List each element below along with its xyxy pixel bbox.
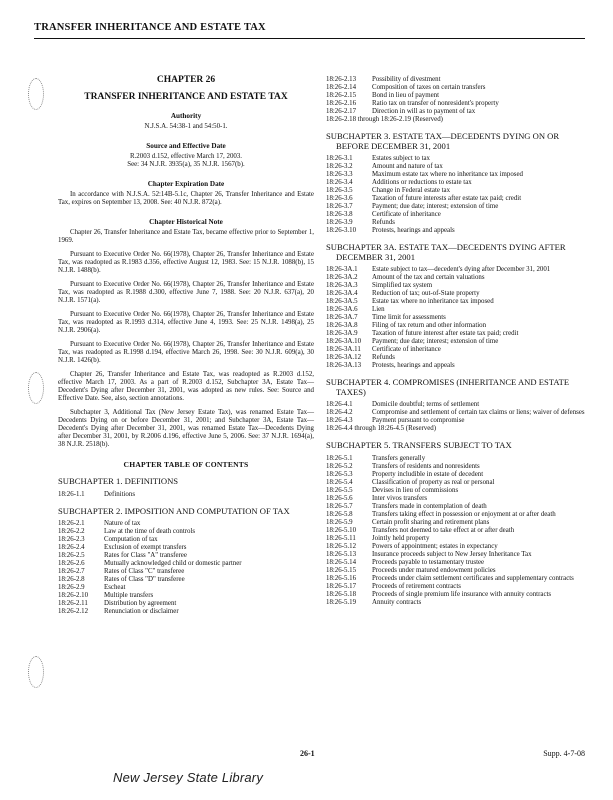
toc-section-number: 18:26-3A.2: [326, 274, 358, 281]
toc-entry: [326, 599, 588, 607]
toc-section-number: 18:26-5.19: [326, 598, 357, 606]
toc-section-title: Proceeds under matured endowment policies: [372, 566, 496, 574]
toc-section-title: Protests, hearings and appeals: [372, 362, 455, 369]
toc-section-number: 18:26-3.5: [326, 187, 353, 194]
toc-section-number: 18:26-5.10: [326, 526, 357, 534]
toc-section-number: 18:26-3.3: [326, 171, 353, 178]
toc-section-title: Certain profit sharing and retirement plans: [372, 518, 490, 526]
subchapter-2-reserved: 18:26-2.18 through 18:26-2.19 (Reserved): [326, 116, 443, 123]
toc-entry: [326, 503, 588, 511]
subchapter-3-list: [326, 155, 588, 235]
toc-section-number: 18:26-2.10: [58, 592, 89, 599]
toc-section-number: 18:26-3A.8: [326, 322, 358, 329]
toc-section-title: Estates subject to tax: [372, 155, 430, 162]
toc-section-number: 18:26-5.18: [326, 590, 357, 598]
toc-section-number: 18:26-2.7: [58, 568, 85, 575]
toc-section-title: Payment pursuant to compromise: [372, 417, 465, 424]
toc-section-title: Law at the time of death controls: [104, 528, 196, 535]
toc-entry: [326, 92, 588, 100]
toc-entry: [58, 544, 314, 552]
toc-entry: [326, 274, 588, 282]
toc-entry: [326, 227, 588, 235]
toc-entry: [326, 487, 588, 495]
toc-section-title: Amount of the tax and certain valuations: [372, 274, 485, 281]
header-rule: [34, 38, 585, 39]
toc-entry: [326, 171, 588, 179]
toc-entry: [326, 282, 588, 290]
toc-section-number: 18:26-2.1: [58, 520, 85, 527]
toc-entry: [326, 338, 588, 346]
toc-section-number: 18:26-3.8: [326, 211, 353, 218]
toc-entry: [326, 306, 588, 314]
toc-entry: [326, 401, 588, 409]
toc-section-title: Mutually acknowledged child or domestic partner: [104, 560, 242, 567]
toc-entry: [326, 108, 588, 116]
toc-section-number: 18:26-5.15: [326, 566, 357, 574]
toc-entry: [326, 266, 588, 274]
history-heading: Chapter Historical Note: [149, 218, 223, 226]
toc-entry: [326, 203, 588, 211]
toc-section-title: Jointly held property: [372, 534, 430, 542]
toc-section-number: 18:26-2.17: [326, 108, 357, 115]
toc-section-title: Transfers generally: [372, 454, 426, 462]
subchapter-5-list: [326, 455, 588, 607]
toc-section-number: 18:26-3A.5: [326, 298, 358, 305]
subchapter-4-reserved: 18:26-4.4 through 18:26-4.5 (Reserved): [326, 425, 437, 432]
toc-section-title: Proceeds of retirement contracts: [372, 582, 461, 590]
toc-section-title: Proceeds payable to testamentary trustee: [372, 558, 485, 566]
toc-section-title: Transfers of residents and nonresidents: [372, 462, 480, 470]
subchapter-4-list: [326, 401, 588, 425]
toc-entry: [326, 187, 588, 195]
binder-hole-middle: [28, 372, 44, 404]
source-heading: Source and Effective Date: [146, 142, 226, 150]
toc-section-number: 18:26-3.4: [326, 179, 353, 186]
toc-section-title: Possibility of divestment: [372, 76, 441, 83]
toc-section-number: 18:26-3.1: [326, 155, 353, 162]
toc-section-number: 18:26-5.3: [326, 470, 353, 478]
toc-section-number: 18:26-3.2: [326, 163, 353, 170]
toc-section-title: Amount and nature of tax: [372, 163, 443, 170]
toc-entry: [326, 519, 588, 527]
page-number: 26-1: [300, 749, 315, 758]
toc-entry: [326, 479, 588, 487]
toc-section-title: Proceeds under claim settlement certificates and supplementary contracts: [372, 574, 574, 582]
toc-section-title: Transfers taking effect in possession or enjoyment at or after death: [372, 510, 556, 518]
toc-entry: [58, 520, 314, 528]
toc-entry: [326, 551, 588, 559]
toc-section-number: 18:26-2.9: [58, 584, 85, 591]
toc-section-title: Rates for Class "A" transferee: [104, 552, 187, 559]
toc-section-title: Property includible in estate of decedent: [372, 470, 484, 478]
toc-section-number: 18:26-5.12: [326, 542, 357, 550]
toc-section-title: Direction in will as to payment of tax: [372, 108, 476, 115]
toc-section-number: 18:26-2.16: [326, 100, 357, 107]
toc-section-title: Insurance proceeds subject to New Jersey Inheritance Tax: [372, 550, 532, 558]
toc-section-title: Rates of Class "D" transferee: [104, 576, 185, 583]
toc-section-number: 18:26-2.11: [58, 600, 88, 607]
toc-section-number: 18:26-5.7: [326, 502, 353, 510]
toc-entry: [326, 346, 588, 354]
subchapter-3-title: SUBCHAPTER 3. ESTATE TAX—DECEDENTS DYING ON OR BEFORE DECEMBER 31, 2001: [326, 131, 560, 151]
toc-entry: [58, 584, 314, 592]
toc-entry: [58, 528, 314, 536]
toc-section-number: 18:26-5.1: [326, 454, 353, 462]
toc-entry: [58, 536, 314, 544]
toc-entry: [326, 527, 588, 535]
toc-section-title: Certificate of inheritance: [372, 211, 441, 218]
toc-section-number: 18:26-4.3: [326, 417, 353, 424]
history-paragraph: Chapter 26, Transfer Inheritance and Estate Tax, became effective prior to September 1, 1969.: [58, 229, 314, 244]
toc-section-title: Exclusion of exempt transfers: [104, 544, 187, 551]
toc-section-number: 18:26-5.13: [326, 550, 357, 558]
binder-hole-top: [28, 78, 44, 110]
toc-entry: [58, 552, 314, 560]
history-paragraph: Pursuant to Executive Order No. 66(1978), Chapter 26, Transfer Inheritance and Estate Tax, was readopted as R.1983 d.356, effective August 12, 1983. See: 15 N.J.R. 1088(b), 15 N.J.R. 1488(b).: [58, 251, 314, 274]
running-header: TRANSFER INHERITANCE AND ESTATE TAX: [34, 22, 266, 33]
toc-section-title: Transfers not deemed to take effect at or after death: [372, 526, 515, 534]
toc-entry: [58, 568, 314, 576]
toc-section-number: 18:26-4.2: [326, 409, 353, 416]
toc-section-title: Time limit for assessments: [372, 314, 446, 321]
toc-section-title: Compromise and settlement of certain tax claims or liens; waiver of defenses: [372, 409, 585, 416]
toc-section-title: Distribution by agreement: [104, 600, 177, 607]
toc-entry: [326, 219, 588, 227]
subchapter-2-list: [58, 520, 314, 616]
subchapter-2-continued-list: [326, 76, 588, 116]
binder-hole-bottom: [28, 656, 44, 688]
toc-section-title: Protests, hearings and appeals: [372, 227, 455, 234]
toc-section-title: Multiple transfers: [104, 592, 154, 599]
subchapter-1-list: [58, 491, 314, 499]
toc-entry: [326, 495, 588, 503]
toc-section-number: 18:26-1.1: [58, 490, 85, 498]
toc-section-title: Payment; due date; interest; extension of time: [372, 203, 499, 210]
toc-section-number: 18:26-3.10: [326, 227, 357, 234]
toc-section-number: 18:26-5.2: [326, 462, 353, 470]
toc-section-number: 18:26-3A.4: [326, 290, 358, 297]
toc-section-number: 18:26-3A.1: [326, 266, 358, 273]
toc-section-title: Nature of tax: [104, 520, 141, 527]
toc-entry: [326, 330, 588, 338]
toc-section-title: Taxation of future interests after estate tax paid; credit: [372, 195, 522, 202]
toc-entry: [58, 608, 314, 616]
toc-section-number: 18:26-3A.11: [326, 346, 361, 353]
toc-section-number: 18:26-5.11: [326, 534, 356, 542]
library-stamp: New Jersey State Library: [113, 770, 264, 785]
authority-text: N.J.S.A. 54:38-1 and 54:50-1.: [144, 123, 228, 130]
toc-entry: [326, 463, 588, 471]
toc-section-title: Renunciation or disclaimer: [104, 608, 179, 615]
toc-section-number: 18:26-3A.6: [326, 306, 358, 313]
toc-entry: [326, 76, 588, 84]
chapter-number: CHAPTER 26: [156, 75, 216, 85]
toc-section-number: 18:26-2.4: [58, 544, 85, 551]
history-paragraph: Chapter 26, Transfer Inheritance and Estate Tax, was readopted as R.2003 d.152, effective March 17, 2003. As a part of R.2003 d.152, Subchapter 3A, Estate Tax—Decedent's Dying after December 31, 2001, was adopted as new rules. See: Source and Effective Date. See, also, section annotations.: [58, 371, 314, 402]
toc-entry: [326, 298, 588, 306]
toc-entry: [326, 591, 588, 599]
toc-section-title: Reduction of tax; out-of-State property: [372, 290, 480, 297]
toc-entry: [326, 155, 588, 163]
toc-section-number: 18:26-3.6: [326, 195, 353, 202]
toc-entry: [326, 322, 588, 330]
toc-entry: [326, 314, 588, 322]
toc-section-number: 18:26-3A.13: [326, 362, 362, 369]
toc-section-title: Lien: [372, 306, 385, 313]
toc-section-title: Refunds: [372, 354, 395, 361]
chapter-title: TRANSFER INHERITANCE AND ESTATE TAX: [84, 92, 288, 102]
toc-entry: [326, 575, 588, 583]
toc-section-number: 18:26-3.7: [326, 203, 353, 210]
toc-section-title: Estate tax where no inheritance tax imposed: [372, 298, 494, 305]
toc-entry: [58, 560, 314, 568]
toc-section-title: Computation of tax: [104, 536, 158, 543]
toc-section-title: Annuity contracts: [372, 598, 422, 606]
toc-section-title: Payment; due date; interest; extension of time: [372, 338, 499, 345]
toc-section-title: Definitions: [104, 490, 136, 498]
toc-section-number: 18:26-3A.7: [326, 314, 358, 321]
history-paragraph: Pursuant to Executive Order No. 66(1978), Chapter 26, Transfer Inheritance and Estate Tax, was readopted as R.1993 d.314, effective June 4, 1993. See: 25 N.J.R. 1498(a), 25 N.J.R. 2906(a).: [58, 311, 314, 334]
toc-section-title: Maximum estate tax where no inheritance tax imposed: [372, 171, 523, 178]
toc-section-number: 18:26-5.8: [326, 510, 353, 518]
toc-section-number: 18:26-5.6: [326, 494, 353, 502]
subchapter-4-title: SUBCHAPTER 4. COMPROMISES (INHERITANCE AND ESTATE TAXES): [326, 377, 570, 397]
source-line-1: R.2003 d.152, effective March 17, 2003.: [129, 153, 242, 160]
toc-section-number: 18:26-2.3: [58, 536, 85, 543]
toc-section-number: 18:26-5.9: [326, 518, 353, 526]
subchapter-3a-list: [326, 266, 588, 370]
toc-entry: [326, 543, 588, 551]
toc-entry: [58, 576, 314, 584]
supplement-date: Supp. 4-7-08: [543, 749, 585, 758]
subchapter-1-title: SUBCHAPTER 1. DEFINITIONS: [58, 476, 179, 486]
toc-entry: [326, 362, 588, 370]
toc-entry: [326, 195, 588, 203]
toc-section-title: Ratio tax on transfer of nonresident's property: [372, 100, 499, 107]
right-column: [326, 76, 588, 607]
toc-section-title: Filing of tax return and other information: [372, 322, 487, 329]
expiration-text: In accordance with N.J.S.A. 52:14B-5.1c, Chapter 26, Transfer Inheritance and Estate Tax, expires on September 13, 2008. See: 40 N.J.R. 872(a).: [58, 191, 314, 206]
toc-section-number: 18:26-2.2: [58, 528, 85, 535]
toc-section-number: 18:26-2.5: [58, 552, 85, 559]
authority-heading: Authority: [170, 112, 202, 120]
toc-section-number: 18:26-5.17: [326, 582, 357, 590]
left-column: [58, 76, 314, 616]
history-paragraph: Pursuant to Executive Order No. 66(1978), Chapter 26, Transfer Inheritance and Estate Tax, was readopted as R.1988 d.300, effective June 7, 1988. See: 20 N.J.R. 637(a), 20 N.J.R. 1571(a).: [58, 281, 314, 304]
source-line-2: See: 34 N.J.R. 3935(a), 35 N.J.R. 1567(b).: [127, 161, 245, 168]
toc-section-number: 18:26-2.12: [58, 608, 89, 615]
toc-section-title: Estate subject to tax—decedent's dying after December 31, 2001: [372, 266, 551, 273]
subchapter-5-title: SUBCHAPTER 5. TRANSFERS SUBJECT TO TAX: [326, 440, 512, 450]
toc-entry: [326, 417, 588, 425]
toc-section-title: Composition of taxes on certain transfers: [372, 84, 486, 91]
expiration-heading: Chapter Expiration Date: [147, 180, 225, 188]
toc-entry: [58, 600, 314, 608]
toc-section-number: 18:26-2.6: [58, 560, 85, 567]
toc-section-number: 18:26-5.16: [326, 574, 357, 582]
toc-entry: [326, 84, 588, 92]
toc-section-number: 18:26-2.8: [58, 576, 85, 583]
toc-section-title: Devises in lieu of commissions: [372, 486, 459, 494]
history-paragraph: Pursuant to Executive Order No. 66(1978), Chapter 26, Transfer Inheritance and Estate Tax, was readopted as R.1998 d.194, effective March 26, 1998. See: 30 N.J.R. 609(a), 30 N.J.R. 1426(b).: [58, 341, 314, 364]
subchapter-3a-title: SUBCHAPTER 3A. ESTATE TAX—DECEDENTS DYING AFTER DECEMBER 31, 2001: [326, 242, 566, 262]
toc-entry: [326, 455, 588, 463]
toc-entry: [326, 583, 588, 591]
toc-entry: [326, 290, 588, 298]
toc-section-title: Transfers made in contemplation of death: [372, 502, 487, 510]
toc-section-title: Taxation of future interest after estate tax paid; credit: [372, 330, 519, 337]
toc-section-number: 18:26-3.9: [326, 219, 353, 226]
toc-section-number: 18:26-3A.10: [326, 338, 362, 345]
toc-entry: [326, 409, 588, 417]
toc-section-title: Escheat: [104, 584, 126, 591]
toc-entry: [326, 163, 588, 171]
toc-entry: [326, 559, 588, 567]
toc-section-title: Certificate of inheritance: [372, 346, 441, 353]
toc-section-title: Additions or reductions to estate tax: [372, 179, 472, 186]
toc-section-title: Change in Federal estate tax: [372, 187, 451, 194]
toc-section-number: 18:26-3A.12: [326, 354, 362, 361]
toc-section-title: Refunds: [372, 219, 395, 226]
toc-section-number: 18:26-3A.3: [326, 282, 358, 289]
toc-entry: [58, 592, 314, 600]
toc-entry: [326, 354, 588, 362]
toc-section-number: 18:26-2.13: [326, 76, 357, 83]
toc-section-number: 18:26-5.5: [326, 486, 353, 494]
toc-section-title: Domicile doubtful; terms of settlement: [372, 401, 480, 408]
toc-section-number: 18:26-3A.9: [326, 330, 358, 337]
toc-entry: [326, 179, 588, 187]
toc-section-number: 18:26-5.4: [326, 478, 353, 486]
toc-entry: [326, 211, 588, 219]
toc-entry: [58, 491, 314, 499]
toc-section-title: Classification of property as real or personal: [372, 478, 495, 486]
toc-section-title: Inter vivos transfers: [372, 494, 428, 502]
subchapter-2-title: SUBCHAPTER 2. IMPOSITION AND COMPUTATION OF TAX: [58, 505, 290, 516]
toc-entry: [326, 535, 588, 543]
toc-entry: [326, 100, 588, 108]
history-paragraph: Subchapter 3, Additional Tax (New Jersey Estate Tax), was renamed Estate Tax—Decedents Dying on or before December 31, 2001; and Subchapter 3A, Estate Tax—Decedent's Dying after December 31, 2001, was renamed Estate Tax—Decedents Dying after December 31, 2001, by R.2006 d.196, effective June 5, 2006. See: 37 N.J.R. 1694(a), 38 N.J.R. 2518(b).: [58, 409, 314, 448]
toc-section-number: 18:26-4.1: [326, 401, 353, 408]
toc-title: CHAPTER TABLE OF CONTENTS: [123, 460, 249, 469]
toc-section-title: Bond in lieu of payment: [372, 92, 439, 99]
toc-section-title: Rates of Class "C" transferee: [104, 568, 185, 575]
toc-section-number: 18:26-5.14: [326, 558, 357, 566]
toc-section-title: Proceeds of single premium life insurance with annuity contracts: [372, 590, 552, 598]
toc-section-number: 18:26-2.15: [326, 92, 357, 99]
toc-entry: [326, 511, 588, 519]
toc-section-number: 18:26-2.14: [326, 84, 357, 91]
toc-entry: [326, 471, 588, 479]
toc-section-title: Simplified tax system: [372, 282, 433, 289]
toc-section-title: Powers of appointment; estates in expectancy: [372, 542, 498, 550]
toc-entry: [326, 567, 588, 575]
